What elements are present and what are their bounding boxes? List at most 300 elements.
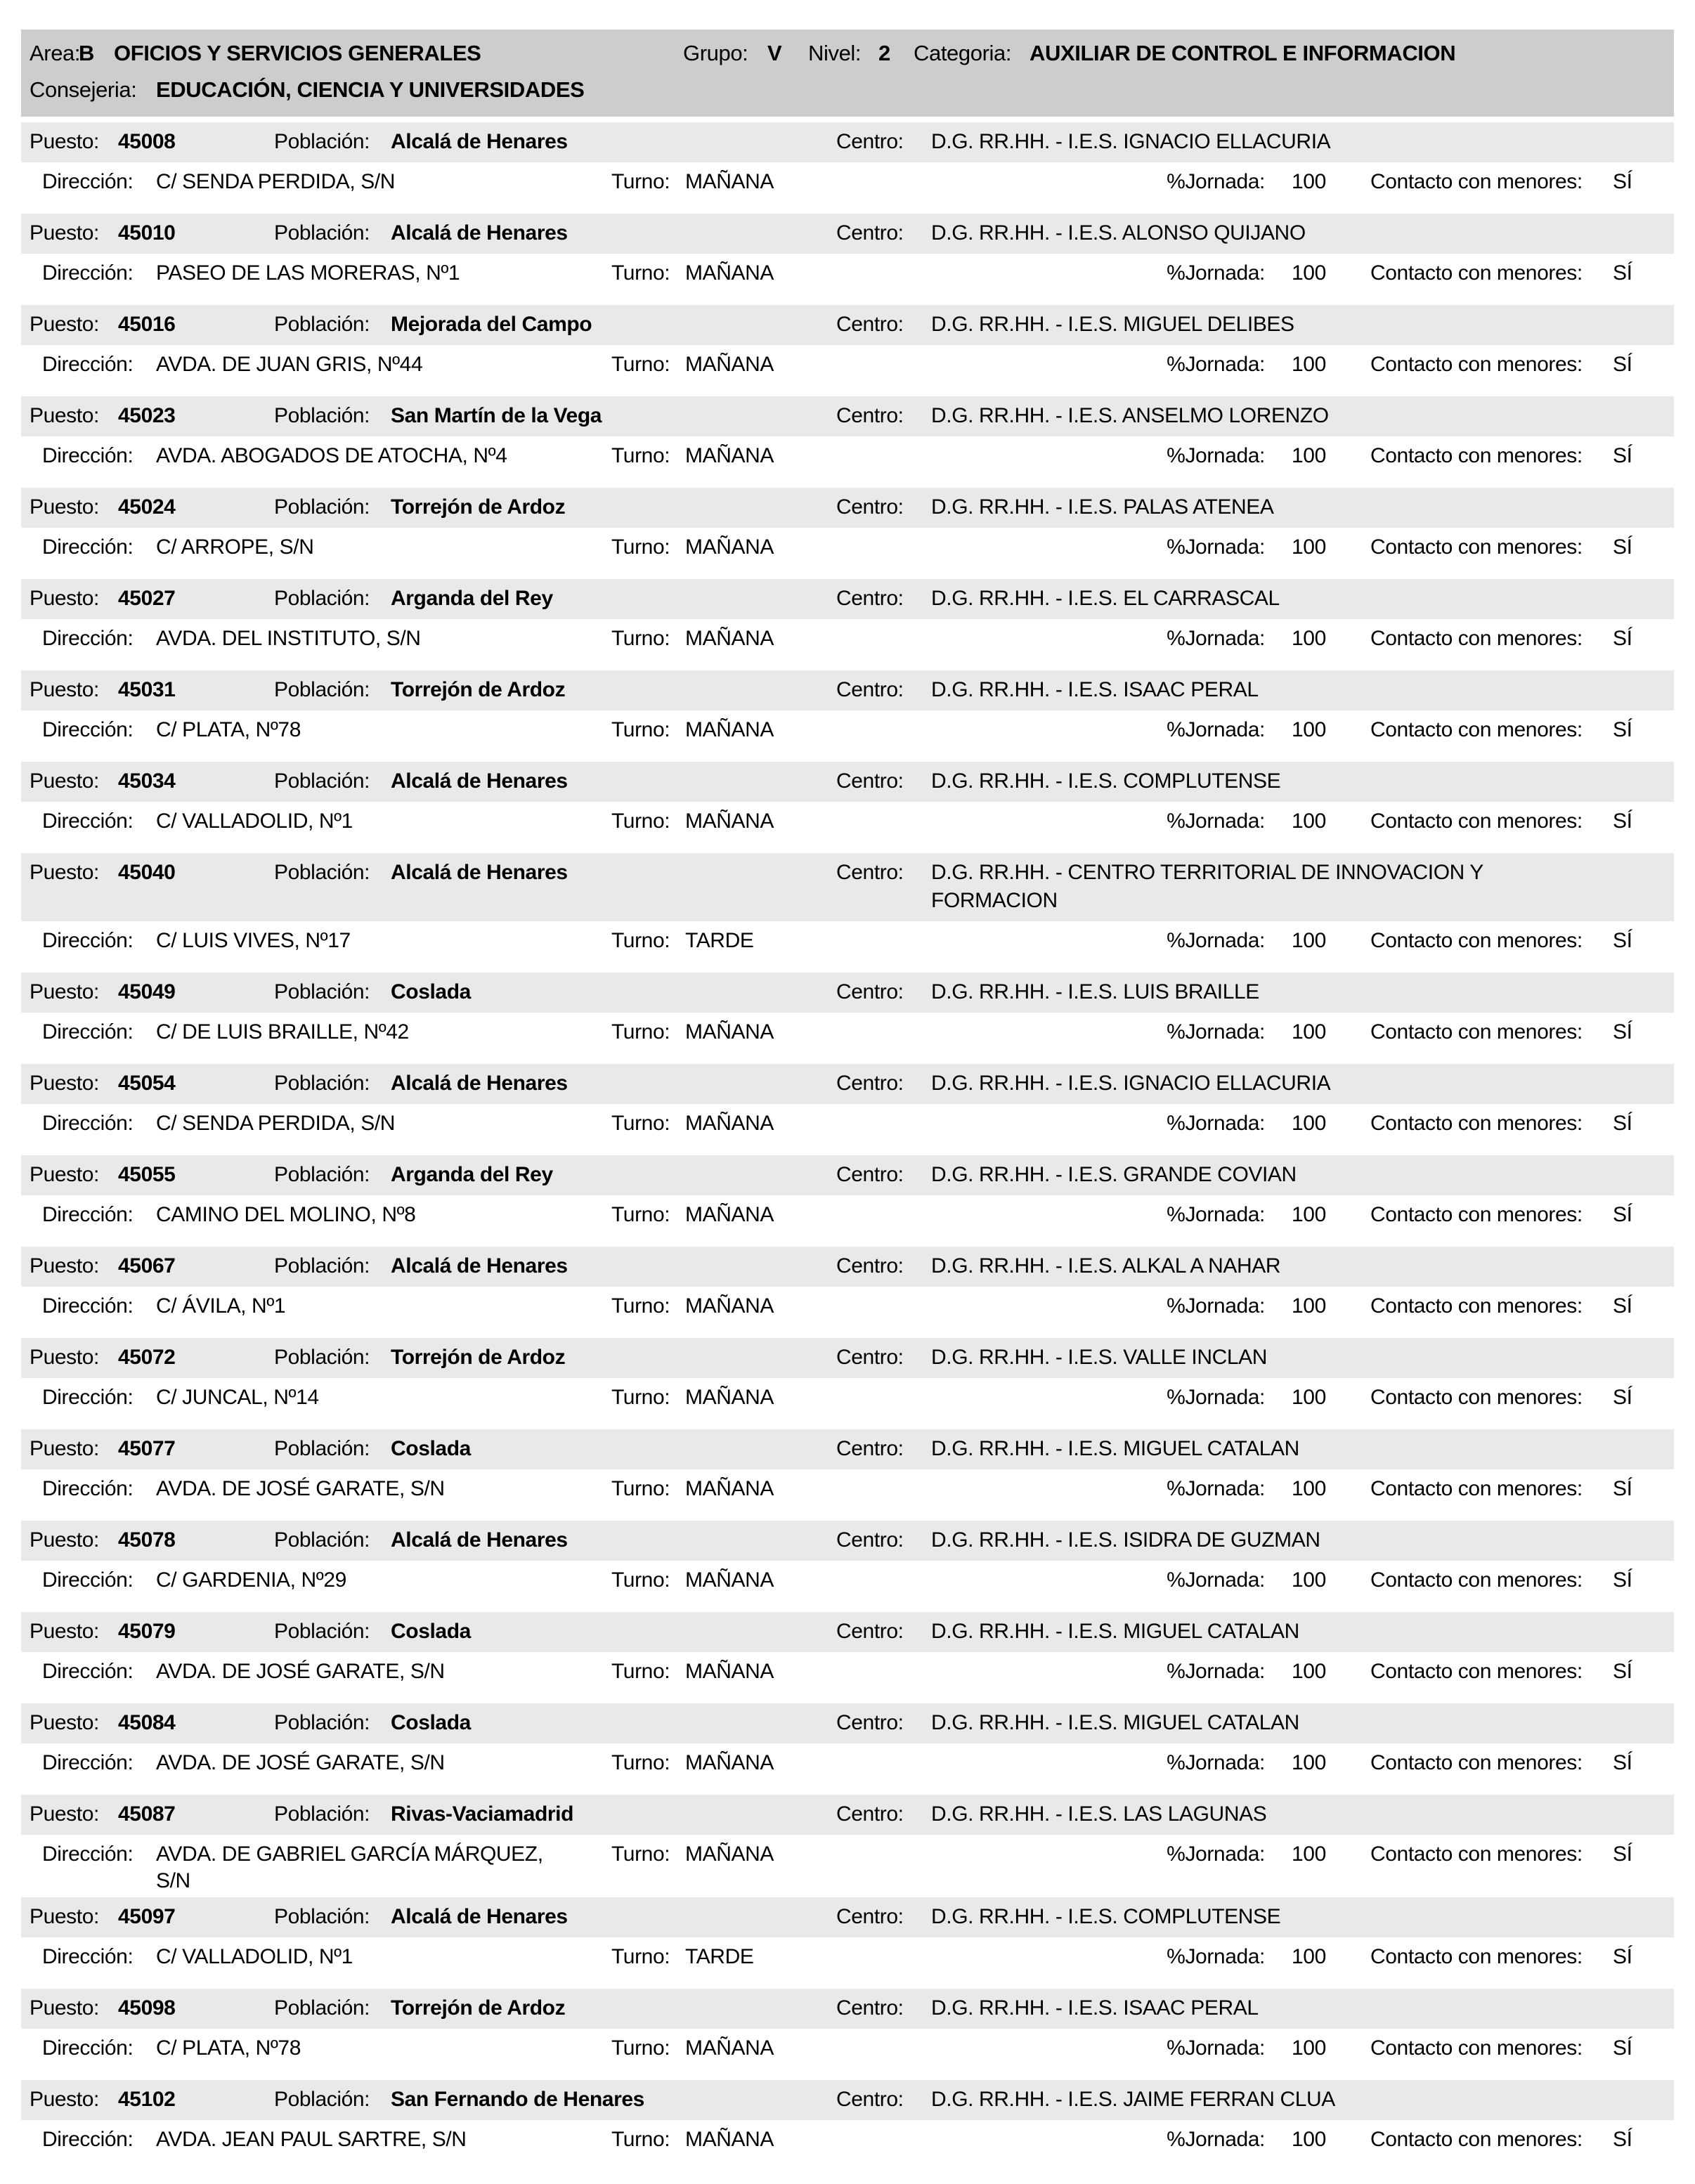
contacto-menores-value: SÍ [1613, 627, 1632, 650]
jornada-value: 100 [1292, 535, 1326, 559]
contacto-menores-label: Contacto con menores: [1370, 810, 1583, 833]
direccion-value [156, 2126, 611, 2153]
jornada-label: %Jornada: [1167, 170, 1265, 193]
puesto-label: Puesto: [30, 678, 99, 701]
direccion-label: Dirección: [42, 929, 134, 952]
centro-label: Centro: [836, 1346, 904, 1369]
direccion-value-line1: CAMINO DEL MOLINO, Nº8 [156, 1203, 416, 1226]
entry-main-row [21, 1612, 1674, 1652]
centro-label: Centro: [836, 404, 904, 427]
turno-label: Turno: [611, 444, 670, 467]
entry-detail-row [21, 162, 1674, 195]
direccion-label: Dirección: [42, 1945, 134, 1968]
direccion-value [156, 351, 611, 378]
direccion-label: Dirección: [42, 1660, 134, 1683]
contacto-menores-value: SÍ [1613, 1386, 1632, 1409]
jornada-label: %Jornada: [1167, 1568, 1265, 1592]
entry-main-row [21, 305, 1674, 345]
jornada-value: 100 [1292, 1477, 1326, 1500]
jornada-label: %Jornada: [1167, 2128, 1265, 2151]
centro-value-line1: D.G. RR.HH. - I.E.S. ALONSO QUIJANO [931, 221, 1306, 245]
direccion-label: Dirección: [42, 1203, 134, 1226]
entry-main-row [21, 2080, 1674, 2120]
poblacion-value: Alcalá de Henares [391, 130, 568, 153]
contacto-menores-label: Contacto con menores: [1370, 1751, 1583, 1774]
contacto-menores-label: Contacto con menores: [1370, 1660, 1583, 1683]
turno-value: TARDE [685, 929, 754, 952]
centro-label: Centro: [836, 313, 904, 336]
puesto-value: 45024 [118, 495, 176, 519]
direccion-label: Dirección: [42, 1568, 134, 1592]
turno-label: Turno: [611, 1386, 670, 1409]
poblacion-label: Población: [274, 861, 370, 884]
puesto-value: 45055 [118, 1163, 176, 1186]
centro-label: Centro: [836, 769, 904, 793]
position-entry [21, 1897, 1674, 1970]
turno-value: MAÑANA [685, 535, 774, 559]
centro-value-line1: D.G. RR.HH. - I.E.S. COMPLUTENSE [931, 1905, 1281, 1928]
entry-detail-row [21, 528, 1674, 561]
jornada-label: %Jornada: [1167, 1751, 1265, 1774]
entry-detail-row [21, 436, 1674, 469]
poblacion-value: San Fernando de Henares [391, 2088, 644, 2111]
turno-label: Turno: [611, 2128, 670, 2151]
contacto-menores-label: Contacto con menores: [1370, 1386, 1583, 1409]
direccion-label: Dirección: [42, 535, 134, 559]
contacto-menores-value: SÍ [1613, 1294, 1632, 1318]
entry-main-row [21, 1064, 1674, 1104]
turno-label: Turno: [611, 170, 670, 193]
direccion-value-line1: AVDA. DEL INSTITUTO, S/N [156, 627, 421, 650]
puesto-label: Puesto: [30, 980, 99, 1003]
categoria-label: Categoria: [914, 41, 1012, 65]
direccion-value-line1: AVDA. DE JOSÉ GARATE, S/N [156, 1751, 445, 1774]
direccion-value-line1: C/ SENDA PERDIDA, S/N [156, 170, 396, 193]
position-entry [21, 122, 1674, 195]
contacto-menores-value: SÍ [1613, 2036, 1632, 2060]
entry-detail-row [21, 1652, 1674, 1685]
contacto-menores-value: SÍ [1613, 929, 1632, 952]
puesto-value: 45072 [118, 1346, 176, 1369]
position-entry [21, 1064, 1674, 1137]
contacto-menores-value: SÍ [1613, 2128, 1632, 2151]
turno-label: Turno: [611, 535, 670, 559]
direccion-value-line1: C/ ÁVILA, Nº1 [156, 1294, 286, 1318]
poblacion-label: Población: [274, 404, 370, 427]
jornada-value: 100 [1292, 1660, 1326, 1683]
direccion-value [156, 1658, 611, 1685]
contacto-menores-value: SÍ [1613, 810, 1632, 833]
entry-detail-row [21, 1195, 1674, 1228]
turno-value: MAÑANA [685, 1842, 774, 1866]
direccion-label: Dirección: [42, 1751, 134, 1774]
jornada-label: %Jornada: [1167, 1660, 1265, 1683]
poblacion-label: Población: [274, 769, 370, 793]
puesto-label: Puesto: [30, 221, 99, 245]
poblacion-label: Población: [274, 130, 370, 153]
nivel-label: Nivel: [808, 41, 862, 65]
poblacion-value: Torrejón de Ardoz [391, 495, 566, 519]
positions-list [0, 122, 1695, 2153]
turno-value: MAÑANA [685, 810, 774, 833]
poblacion-value: Coslada [391, 1437, 471, 1460]
position-entry [21, 579, 1674, 652]
centro-value-line1: D.G. RR.HH. - I.E.S. MIGUEL DELIBES [931, 313, 1294, 336]
centro-value [931, 767, 1665, 795]
centro-value [931, 1903, 1665, 1931]
poblacion-label: Población: [274, 495, 370, 519]
jornada-label: %Jornada: [1167, 535, 1265, 559]
document-header [21, 30, 1674, 117]
direccion-value [156, 1019, 611, 1046]
turno-label: Turno: [611, 1203, 670, 1226]
puesto-value: 45097 [118, 1905, 176, 1928]
centro-value [931, 859, 1665, 915]
centro-label: Centro: [836, 1528, 904, 1552]
centro-label: Centro: [836, 1163, 904, 1186]
contacto-menores-label: Contacto con menores: [1370, 2036, 1583, 2060]
turno-value: MAÑANA [685, 2036, 774, 2060]
direccion-value-line1: AVDA. JEAN PAUL SARTRE, S/N [156, 2128, 467, 2151]
jornada-value: 100 [1292, 1386, 1326, 1409]
direccion-label: Dirección: [42, 1020, 134, 1044]
direccion-value-line1: C/ VALLADOLID, Nº1 [156, 810, 353, 833]
direccion-value [156, 1384, 611, 1411]
puesto-label: Puesto: [30, 1072, 99, 1095]
entry-detail-row [21, 254, 1674, 287]
contacto-menores-value: SÍ [1613, 1945, 1632, 1968]
poblacion-label: Población: [274, 1620, 370, 1643]
direccion-value [156, 443, 611, 469]
entry-detail-row [21, 619, 1674, 652]
jornada-value: 100 [1292, 1568, 1326, 1592]
turno-value: MAÑANA [685, 1020, 774, 1044]
area-value: OFICIOS Y SERVICIOS GENERALES [114, 41, 481, 65]
centro-value-line1: D.G. RR.HH. - I.E.S. LUIS BRAILLE [931, 980, 1259, 1003]
position-entry [21, 1338, 1674, 1411]
jornada-value: 100 [1292, 1294, 1326, 1318]
centro-label: Centro: [836, 587, 904, 610]
puesto-value: 45023 [118, 404, 176, 427]
poblacion-label: Población: [274, 221, 370, 245]
position-entry [21, 1247, 1674, 1320]
direccion-value [156, 1202, 611, 1228]
direccion-label: Dirección: [42, 261, 134, 285]
direccion-value [156, 1944, 611, 1970]
jornada-label: %Jornada: [1167, 261, 1265, 285]
entry-detail-row [21, 1743, 1674, 1776]
poblacion-value: Alcalá de Henares [391, 1905, 568, 1928]
centro-value-line1: D.G. RR.HH. - I.E.S. MIGUEL CATALAN [931, 1711, 1299, 1734]
poblacion-label: Población: [274, 1254, 370, 1278]
direccion-label: Dirección: [42, 353, 134, 376]
position-entry [21, 488, 1674, 561]
turno-value: MAÑANA [685, 1751, 774, 1774]
entry-detail-row [21, 2120, 1674, 2153]
centro-label: Centro: [836, 861, 904, 884]
turno-value: MAÑANA [685, 1477, 774, 1500]
turno-value: MAÑANA [685, 2128, 774, 2151]
puesto-value: 45034 [118, 769, 176, 793]
direccion-value-line1: C/ PLATA, Nº78 [156, 718, 301, 741]
direccion-value-line1: C/ ARROPE, S/N [156, 535, 314, 559]
jornada-value: 100 [1292, 1020, 1326, 1044]
contacto-menores-label: Contacto con menores: [1370, 1203, 1583, 1226]
poblacion-label: Población: [274, 1802, 370, 1826]
contacto-menores-value: SÍ [1613, 1477, 1632, 1500]
turno-value: MAÑANA [685, 353, 774, 376]
centro-value-line1: D.G. RR.HH. - I.E.S. MIGUEL CATALAN [931, 1620, 1299, 1643]
entry-main-row [21, 1795, 1674, 1835]
direccion-label: Dirección: [42, 444, 134, 467]
direccion-value-line1: C/ PLATA, Nº78 [156, 2036, 301, 2060]
centro-value-line1: D.G. RR.HH. - I.E.S. JAIME FERRAN CLUA [931, 2088, 1335, 2111]
direccion-value [156, 928, 611, 954]
centro-label: Centro: [836, 1905, 904, 1928]
centro-value-line1: D.G. RR.HH. - I.E.S. MIGUEL CATALAN [931, 1437, 1299, 1460]
jornada-value: 100 [1292, 929, 1326, 952]
centro-value [931, 1709, 1665, 1737]
poblacion-value: Alcalá de Henares [391, 861, 568, 884]
position-entry [21, 1703, 1674, 1776]
jornada-value: 100 [1292, 810, 1326, 833]
contacto-menores-label: Contacto con menores: [1370, 535, 1583, 559]
jornada-label: %Jornada: [1167, 353, 1265, 376]
poblacion-value: Alcalá de Henares [391, 1072, 568, 1095]
direccion-label: Dirección: [42, 2036, 134, 2060]
centro-value [931, 1800, 1665, 1828]
poblacion-value: Coslada [391, 1620, 471, 1643]
poblacion-label: Población: [274, 1437, 370, 1460]
centro-label: Centro: [836, 495, 904, 519]
centro-value-line1: D.G. RR.HH. - I.E.S. ISAAC PERAL [931, 678, 1259, 701]
contacto-menores-value: SÍ [1613, 1660, 1632, 1683]
direccion-value [156, 260, 611, 287]
turno-value: MAÑANA [685, 170, 774, 193]
direccion-value-line1: AVDA. DE JOSÉ GARATE, S/N [156, 1477, 445, 1500]
contacto-menores-label: Contacto con menores: [1370, 261, 1583, 285]
position-entry [21, 2080, 1674, 2153]
entry-main-row [21, 1429, 1674, 1469]
poblacion-value: Mejorada del Campo [391, 313, 592, 336]
position-entry [21, 1989, 1674, 2062]
entry-main-row [21, 1155, 1674, 1195]
position-entry [21, 214, 1674, 287]
centro-value-line1: D.G. RR.HH. - CENTRO TERRITORIAL DE INNOVACION Y [931, 861, 1483, 884]
direccion-label: Dirección: [42, 1477, 134, 1500]
entry-main-row [21, 762, 1674, 802]
jornada-label: %Jornada: [1167, 444, 1265, 467]
direccion-value [156, 1110, 611, 1137]
centro-label: Centro: [836, 2088, 904, 2111]
contacto-menores-label: Contacto con menores: [1370, 1477, 1583, 1500]
poblacion-label: Población: [274, 1346, 370, 1369]
turno-value: MAÑANA [685, 444, 774, 467]
centro-value [931, 402, 1665, 430]
centro-label: Centro: [836, 1802, 904, 1826]
direccion-value-line1: AVDA. DE JUAN GRIS, Nº44 [156, 353, 423, 376]
jornada-value: 100 [1292, 1842, 1326, 1866]
jornada-value: 100 [1292, 1945, 1326, 1968]
direccion-label: Dirección: [42, 627, 134, 650]
entry-main-row [21, 488, 1674, 528]
poblacion-label: Población: [274, 678, 370, 701]
entry-detail-row [21, 1104, 1674, 1137]
position-entry [21, 1521, 1674, 1594]
puesto-value: 45079 [118, 1620, 176, 1643]
centro-value-line1: D.G. RR.HH. - I.E.S. EL CARRASCAL [931, 587, 1280, 610]
direccion-value [156, 1750, 611, 1776]
centro-value-line1: D.G. RR.HH. - I.E.S. COMPLUTENSE [931, 769, 1281, 793]
centro-value [931, 1252, 1665, 1280]
direccion-value-line1: C/ DE LUIS BRAILLE, Nº42 [156, 1020, 409, 1044]
direccion-value [156, 1841, 611, 1894]
puesto-label: Puesto: [30, 495, 99, 519]
centro-value [931, 1994, 1665, 2022]
entry-main-row [21, 214, 1674, 254]
entry-detail-row [21, 1013, 1674, 1046]
entry-detail-row [21, 1378, 1674, 1411]
centro-label: Centro: [836, 130, 904, 153]
puesto-label: Puesto: [30, 2088, 99, 2111]
jornada-label: %Jornada: [1167, 1294, 1265, 1318]
area-label: Area: [30, 41, 81, 65]
entry-main-row [21, 670, 1674, 710]
puesto-value: 45010 [118, 221, 176, 245]
puesto-value: 45077 [118, 1437, 176, 1460]
direccion-value-line1: C/ SENDA PERDIDA, S/N [156, 1112, 396, 1135]
contacto-menores-label: Contacto con menores: [1370, 1568, 1583, 1592]
poblacion-value: Alcalá de Henares [391, 221, 568, 245]
header-line-1 [30, 35, 1665, 72]
centro-value [931, 128, 1665, 156]
contacto-menores-label: Contacto con menores: [1370, 1020, 1583, 1044]
jornada-value: 100 [1292, 444, 1326, 467]
centro-value-line1: D.G. RR.HH. - I.E.S. ISAAC PERAL [931, 1996, 1259, 2020]
direccion-value-line1: C/ LUIS VIVES, Nº17 [156, 929, 351, 952]
jornada-label: %Jornada: [1167, 1477, 1265, 1500]
position-entry [21, 396, 1674, 469]
turno-label: Turno: [611, 1751, 670, 1774]
direccion-value [156, 1567, 611, 1594]
direccion-value-line1: AVDA. ABOGADOS DE ATOCHA, Nº4 [156, 444, 507, 467]
centro-label: Centro: [836, 1996, 904, 2020]
direccion-label: Dirección: [42, 170, 134, 193]
direccion-label: Dirección: [42, 1842, 134, 1866]
contacto-menores-label: Contacto con menores: [1370, 929, 1583, 952]
entry-detail-row [21, 1469, 1674, 1502]
puesto-value: 45084 [118, 1711, 176, 1734]
direccion-label: Dirección: [42, 2128, 134, 2151]
poblacion-label: Población: [274, 1528, 370, 1552]
puesto-value: 45027 [118, 587, 176, 610]
jornada-value: 100 [1292, 2036, 1326, 2060]
turno-label: Turno: [611, 1660, 670, 1683]
puesto-label: Puesto: [30, 1528, 99, 1552]
entry-detail-row [21, 1561, 1674, 1594]
entry-main-row [21, 1897, 1674, 1937]
position-entry [21, 1155, 1674, 1228]
entry-detail-row [21, 1937, 1674, 1970]
direccion-value-line2: S/N [156, 1869, 190, 1892]
puesto-label: Puesto: [30, 404, 99, 427]
centro-label: Centro: [836, 1254, 904, 1278]
centro-value-line1: D.G. RR.HH. - I.E.S. LAS LAGUNAS [931, 1802, 1267, 1826]
centro-value [931, 978, 1665, 1006]
direccion-value-line1: C/ GARDENIA, Nº29 [156, 1568, 346, 1592]
direccion-label: Dirección: [42, 1112, 134, 1135]
poblacion-label: Población: [274, 1163, 370, 1186]
turno-value: MAÑANA [685, 1112, 774, 1135]
centro-value [931, 585, 1665, 613]
turno-value: MAÑANA [685, 1568, 774, 1592]
centro-value [931, 1161, 1665, 1189]
contacto-menores-value: SÍ [1613, 1203, 1632, 1226]
direccion-value [156, 625, 611, 652]
entry-main-row [21, 1521, 1674, 1561]
jornada-value: 100 [1292, 1112, 1326, 1135]
turno-label: Turno: [611, 353, 670, 376]
centro-label: Centro: [836, 1437, 904, 1460]
direccion-value [156, 2035, 611, 2062]
contacto-menores-value: SÍ [1613, 1020, 1632, 1044]
centro-value [931, 1526, 1665, 1554]
direccion-value-line1: PASEO DE LAS MORERAS, Nº1 [156, 261, 460, 285]
entry-main-row [21, 396, 1674, 436]
jornada-value: 100 [1292, 1203, 1326, 1226]
poblacion-label: Población: [274, 980, 370, 1003]
jornada-value: 100 [1292, 261, 1326, 285]
entry-main-row [21, 1247, 1674, 1287]
puesto-label: Puesto: [30, 587, 99, 610]
poblacion-value: Alcalá de Henares [391, 769, 568, 793]
poblacion-value: Coslada [391, 1711, 471, 1734]
poblacion-label: Población: [274, 1072, 370, 1095]
jornada-value: 100 [1292, 1751, 1326, 1774]
turno-label: Turno: [611, 2036, 670, 2060]
centro-value [931, 2086, 1665, 2114]
direccion-value-line1: C/ VALLADOLID, Nº1 [156, 1945, 353, 1968]
jornada-label: %Jornada: [1167, 1203, 1265, 1226]
grupo-value: V [767, 41, 782, 65]
puesto-label: Puesto: [30, 1163, 99, 1186]
puesto-label: Puesto: [30, 1905, 99, 1928]
jornada-value: 100 [1292, 627, 1326, 650]
entry-main-row [21, 1338, 1674, 1378]
entry-detail-row [21, 2029, 1674, 2062]
contacto-menores-value: SÍ [1613, 1112, 1632, 1135]
poblacion-value: Rivas-Vaciamadrid [391, 1802, 574, 1826]
turno-value: MAÑANA [685, 1203, 774, 1226]
centro-label: Centro: [836, 1072, 904, 1095]
contacto-menores-value: SÍ [1613, 261, 1632, 285]
contacto-menores-value: SÍ [1613, 535, 1632, 559]
direccion-label: Dirección: [42, 1386, 134, 1409]
jornada-value: 100 [1292, 2128, 1326, 2151]
puesto-value: 45098 [118, 1996, 176, 2020]
turno-label: Turno: [611, 929, 670, 952]
puesto-value: 45054 [118, 1072, 176, 1095]
centro-value [931, 493, 1665, 521]
centro-label: Centro: [836, 1711, 904, 1734]
direccion-value-line1: AVDA. DE JOSÉ GARATE, S/N [156, 1660, 445, 1683]
entry-main-row [21, 973, 1674, 1013]
centro-value-line1: D.G. RR.HH. - I.E.S. PALAS ATENEA [931, 495, 1274, 519]
contacto-menores-value: SÍ [1613, 1751, 1632, 1774]
puesto-label: Puesto: [30, 1996, 99, 2020]
centro-value [931, 1435, 1665, 1463]
entry-detail-row [21, 921, 1674, 954]
